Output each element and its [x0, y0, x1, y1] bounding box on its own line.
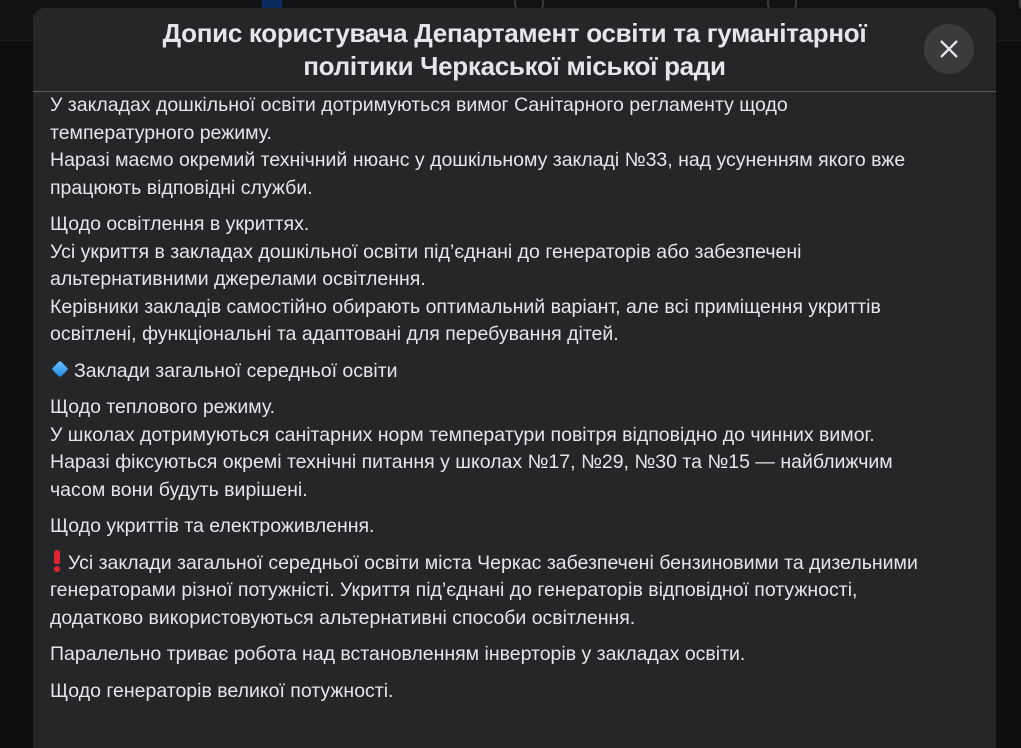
post-paragraph — [50, 550, 978, 633]
post-dialog — [33, 8, 996, 748]
post-paragraph — [50, 211, 978, 349]
post-section-heading — [50, 358, 978, 386]
post-text-line: Щодо генераторів великої потужності. — [50, 679, 394, 702]
post-text-line: температурного режиму. — [50, 121, 272, 144]
red-exclamation-icon — [54, 550, 60, 572]
dialog-header — [33, 8, 996, 92]
post-text-line-content: Усі заклади загальної середньої освіти міста Черкас забезпечені бензиновими та дизельними — [68, 551, 918, 574]
post-text-line: працюють відповідні служби. — [50, 176, 313, 199]
post-text-line: часом вони будуть вирішені. — [50, 478, 308, 501]
dialog-scrollbar-track[interactable] — [992, 92, 996, 748]
post-text-line: У закладах дошкільної освіти дотримуються вимог Санітарного регламенту щодо — [50, 94, 788, 116]
post-text-line: Паралельно триває робота над встановленням інверторів у закладах освіти. — [50, 643, 746, 665]
section-heading-line — [50, 358, 978, 386]
close-icon — [938, 38, 960, 60]
post-text-line — [50, 550, 978, 578]
close-button[interactable] — [924, 24, 974, 74]
post-text-line: генераторами різної потужністі. Укриття під’єднані до генераторів відповідної потужності, — [50, 579, 858, 601]
post-paragraph — [50, 641, 978, 669]
post-paragraph — [50, 92, 978, 202]
post-paragraph — [50, 678, 978, 706]
post-text-line: Керівники закладів самостійно обирають оптимальний варіант, але всі приміщення укриттів — [50, 295, 881, 318]
dialog-title-line-1: Допис користувача Департамент освіти та гуманітарної — [162, 17, 867, 48]
post-text-line: Щодо укриттів та електроживлення. — [50, 515, 375, 537]
post-paragraph — [50, 394, 978, 504]
post-text-line: Наразі маємо окремий технічний нюанс у дошкільному закладі №33, над усуненням якого вже — [50, 149, 906, 171]
dialog-title-line-2: політики Черкаської міської ради — [303, 50, 726, 81]
post-body — [33, 92, 996, 705]
dialog-title — [115, 17, 915, 83]
post-text-line: Щодо освітлення в укриттях. — [50, 213, 310, 235]
post-text-line: У школах дотримуються санітарних норм температури повітря відповідно до чинних вимог. — [50, 423, 875, 446]
blue-diamond-icon — [52, 361, 69, 378]
post-text-line: альтернативними джерелами освітлення. — [50, 268, 426, 290]
post-text-line: Наразі фіксуються окремі технічні питання у школах №17, №29, №30 та №15 — найближчим — [50, 451, 893, 473]
post-text-line: Усі укриття в закладах дошкільної освіти під’єднані до генераторів або забезпечені — [50, 240, 802, 263]
section-heading-text: Заклади загальної середньої освіти — [74, 359, 398, 382]
post-text-line: освітлені, функціональні та адаптовані для перебування дітей. — [50, 323, 619, 345]
post-paragraph — [50, 513, 978, 541]
post-text-line: Щодо теплового режиму. — [50, 396, 276, 418]
post-text-line: додатково використовуються альтернативні способи освітлення. — [50, 606, 636, 629]
